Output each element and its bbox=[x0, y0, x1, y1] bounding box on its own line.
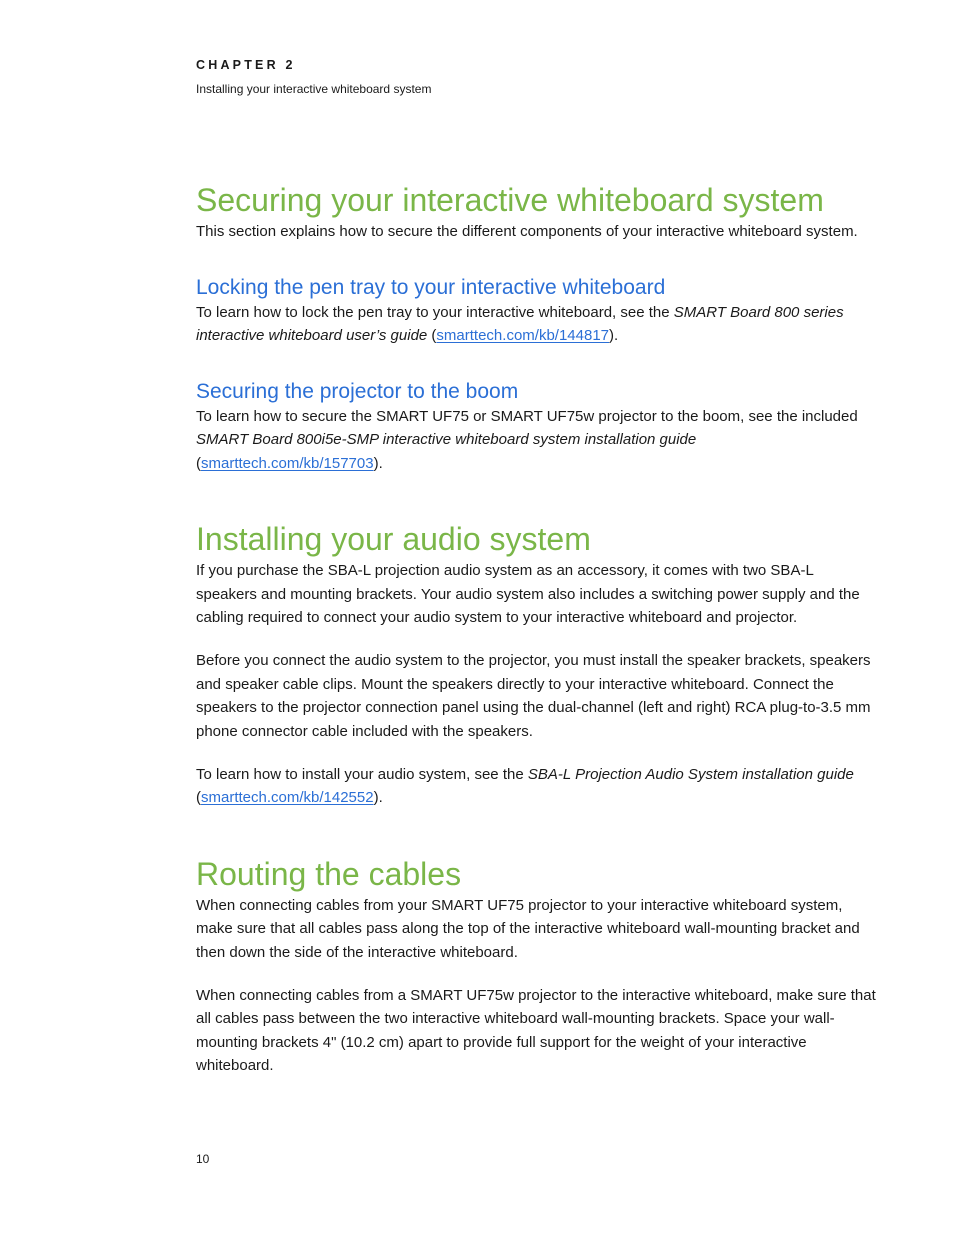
pen-tray-paragraph bbox=[196, 301, 876, 348]
audio-paragraph-2: Before you connect the audio system to the projector, you must install the speaker brackets, speakers and speaker cable clips. Mount the speakers directly to your interactive whiteboard. Connect the speakers to the projector connection panel using the dual-channel (left and right) RCA plug-to-3.5 mm phone connector cable included with the speakers. bbox=[196, 652, 871, 740]
subsection-title-projector: Securing the projector to the boom bbox=[196, 379, 519, 403]
cables-paragraph-2: When connecting cables from a SMART UF75w projector to the interactive whiteboard, make sure that all cables pass between the two interactive whiteboard wall-mounting brackets. Space your wall-mounting brackets 4" (10.2 cm) apart to provide full support for the weight of your interactive whiteboard. bbox=[196, 986, 876, 1074]
pen-tray-guide-title: SMART Board 800 series interactive whiteboard user’s guide bbox=[196, 303, 844, 344]
audio-guide-title: SBA-L Projection Audio System installation guide bbox=[527, 765, 854, 783]
projector-close: ). bbox=[373, 454, 383, 472]
audio-guide-text: To learn how to install your audio system, see the bbox=[196, 765, 528, 783]
section-title-securing: Securing your interactive whiteboard system bbox=[196, 182, 824, 218]
main-content bbox=[196, 180, 876, 1078]
subsection-title-pen-tray: Locking the pen tray to your interactive whiteboard bbox=[196, 275, 666, 299]
pen-tray-kb-link[interactable]: smarttech.com/kb/144817 bbox=[436, 327, 610, 344]
pen-tray-close: ). bbox=[609, 327, 619, 344]
projector-paragraph: To learn how to secure the SMART UF75 or SMART UF75w projector to the boom, see the included SMART Board 800i5e-SMP interactive whiteboard system installation guide (smarttech.com/kb/157703). bbox=[196, 407, 858, 472]
projector-guide-title: SMART Board 800i5e-SMP interactive whiteboard system installation guide bbox=[196, 431, 697, 448]
chapter-subtitle: Installing your interactive whiteboard system bbox=[196, 82, 432, 96]
audio-kb-link[interactable]: smarttech.com/kb/142552 bbox=[201, 789, 374, 806]
pen-tray-text: To learn how to lock the pen tray to your interactive whiteboard, see the bbox=[196, 303, 674, 321]
audio-paragraph-3: To learn how to install your audio system, see the SBA-L Projection Audio System installation guide (smarttech.com/kb/142552). bbox=[196, 765, 854, 806]
page-number: 10 bbox=[196, 1152, 210, 1166]
projector-text: To learn how to secure the SMART UF75 or SMART UF75w projector to the boom, see the included bbox=[196, 407, 858, 425]
securing-intro: This section explains how to secure the different components of your interactive whiteboard system. bbox=[196, 223, 858, 240]
section-title-audio: Installing your audio system bbox=[196, 521, 591, 557]
cables-paragraph-1: When connecting cables from your SMART UF75 projector to your interactive whiteboard system, make sure that all cables pass along the top of the interactive whiteboard wall-mounting bracket and then down the side of the interactive whiteboard. bbox=[196, 896, 860, 961]
section-title-cables: Routing the cables bbox=[196, 855, 462, 892]
audio-paragraph-1: If you purchase the SBA-L projection audio system as an accessory, it comes with two SBA-L speakers and mounting brackets. Your audio system also includes a switching power supply and the cabling required to connect your audio system to your interactive whiteboard and projector. bbox=[196, 562, 860, 626]
chapter-label: CHAPTER 2 bbox=[196, 58, 296, 72]
pen-tray-paren: ( bbox=[427, 327, 437, 344]
projector-kb-link[interactable]: smarttech.com/kb/157703 bbox=[201, 454, 374, 472]
audio-close: ). bbox=[373, 789, 383, 806]
